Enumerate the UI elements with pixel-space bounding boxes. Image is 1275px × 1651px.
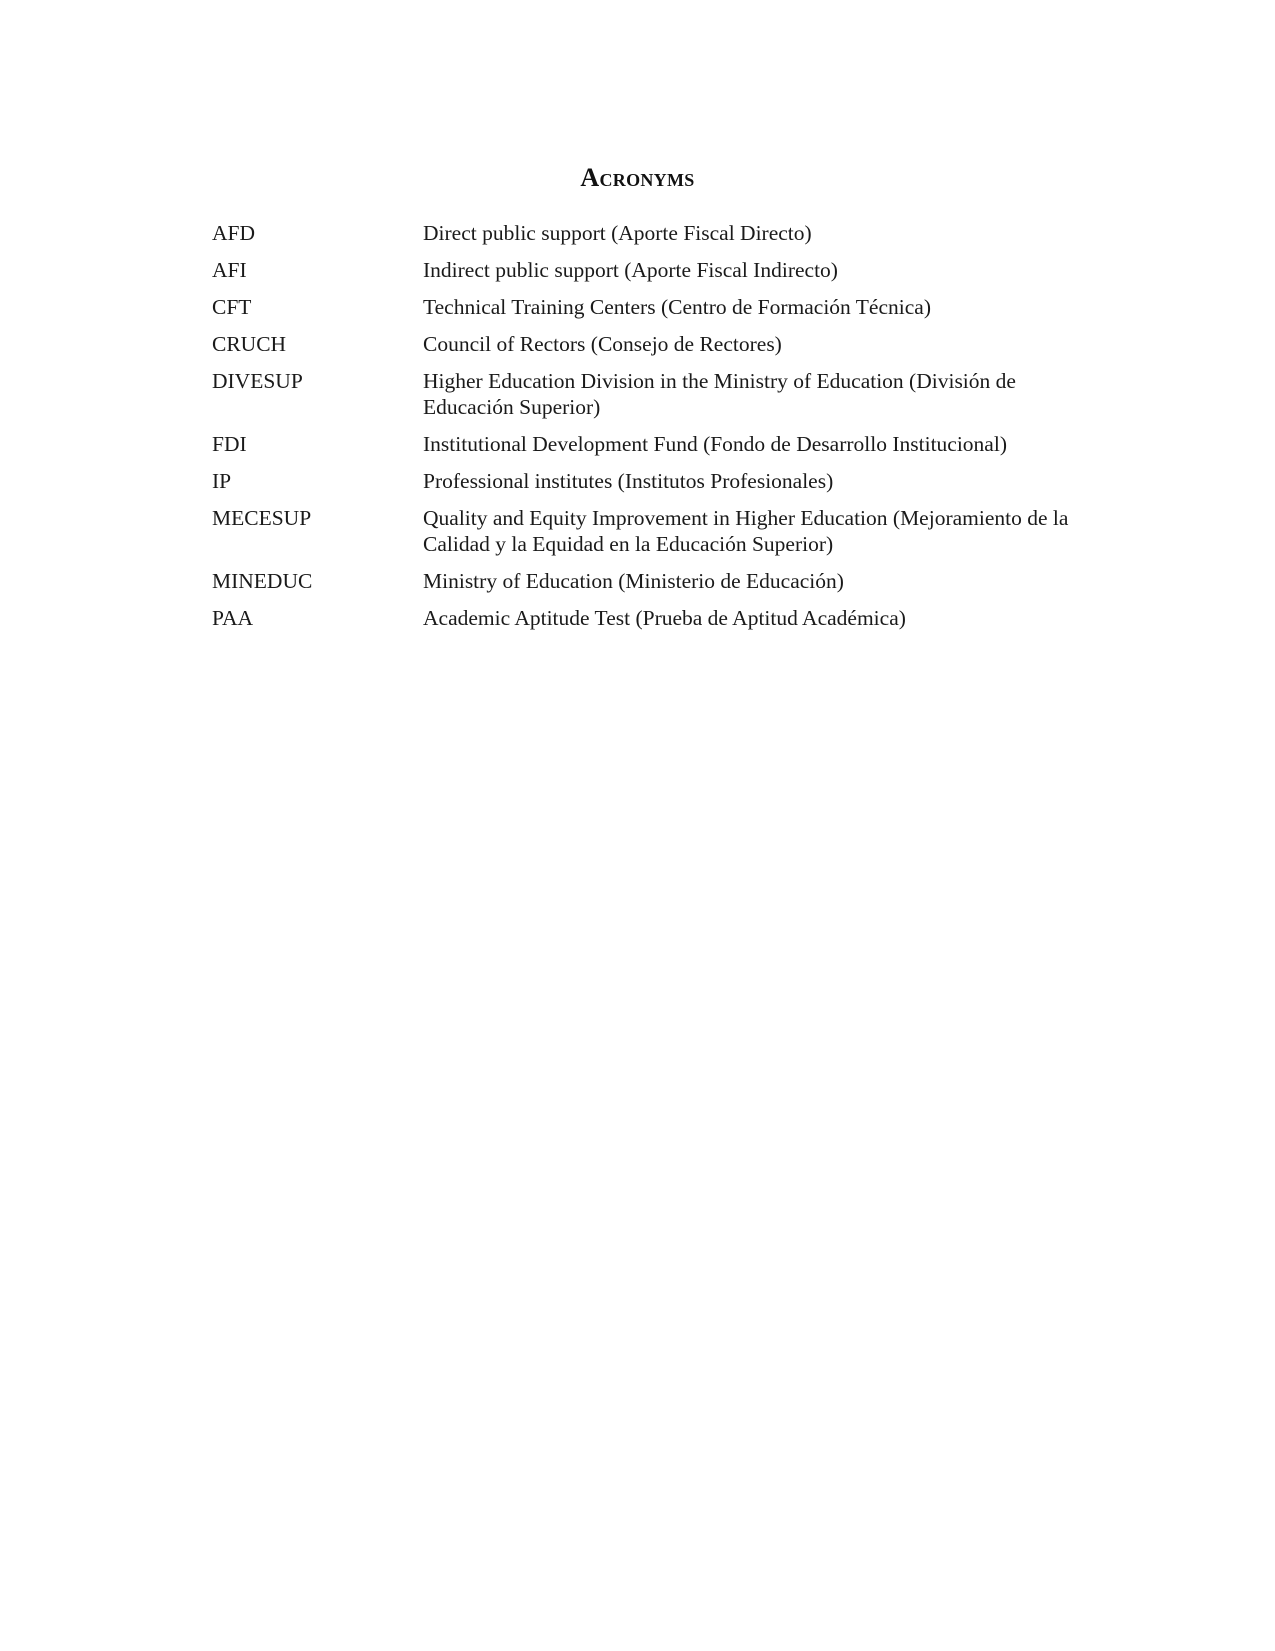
acronym-entry-mecesup	[212, 505, 1082, 557]
acronym-definition: Direct public support (Aporte Fiscal Directo)	[423, 221, 812, 245]
acronym-definition: Ministry of Education (Ministerio de Educación)	[423, 569, 844, 593]
acronym-definition: Higher Education Division in the Ministry of Education (División de Educación Superior)	[423, 369, 1016, 419]
acronym-term: PAA	[212, 606, 254, 630]
acronym-definition: Quality and Equity Improvement in Higher Education (Mejoramiento de la Calidad y la Equidad en la Educación Superior)	[423, 506, 1069, 556]
acronym-term: MINEDUC	[212, 569, 313, 593]
acronym-term: CFT	[212, 295, 252, 319]
acronym-entry-mineduc	[212, 568, 1082, 594]
acronym-entry-fdi	[212, 431, 1082, 457]
acronym-definition: Professional institutes (Institutos Profesionales)	[423, 469, 834, 493]
acronym-definition: Technical Training Centers (Centro de Formación Técnica)	[423, 295, 931, 319]
acronym-entry-cruch	[212, 331, 1082, 357]
acronym-entry-afd	[212, 220, 1082, 246]
page-title: Acronyms	[580, 163, 695, 193]
acronym-definition: Institutional Development Fund (Fondo de Desarrollo Institucional)	[423, 432, 1007, 456]
acronym-entry-ip	[212, 468, 1082, 494]
acronym-definition: Indirect public support (Aporte Fiscal Indirecto)	[423, 258, 838, 282]
acronym-term: IP	[212, 469, 232, 493]
acronym-entry-afi	[212, 257, 1082, 283]
acronym-definition: Council of Rectors (Consejo de Rectores)	[423, 332, 782, 356]
acronym-term: FDI	[212, 432, 247, 456]
acronym-term: MECESUP	[212, 506, 312, 530]
acronym-entry-divesup	[212, 368, 1082, 420]
acronym-term: AFD	[212, 221, 256, 245]
acronym-entry-cft	[212, 294, 1082, 320]
acronym-term: DIVESUP	[212, 369, 303, 393]
acronym-term: CRUCH	[212, 332, 287, 356]
acronym-list	[212, 220, 1082, 642]
acronym-definition: Academic Aptitude Test (Prueba de Aptitud Académica)	[423, 606, 906, 630]
acronym-term: AFI	[212, 258, 247, 282]
acronym-entry-paa	[212, 605, 1082, 631]
